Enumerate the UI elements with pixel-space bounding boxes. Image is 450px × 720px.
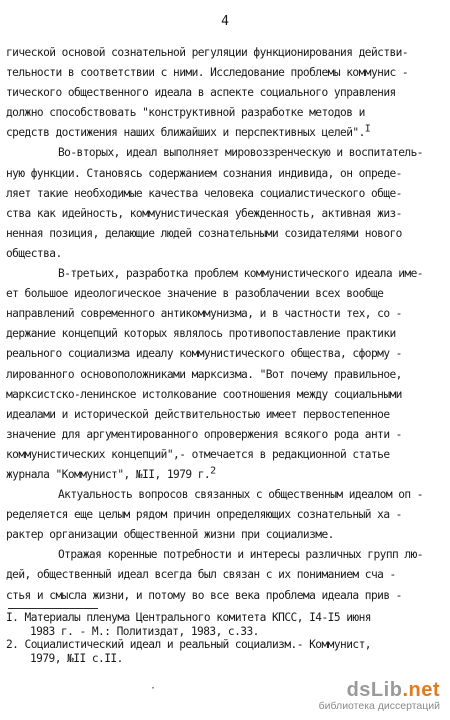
- footnote-line: 2. Социалистический идеал и реальный социализм.- Коммунист,: [6, 638, 371, 652]
- text-line: марксистско-ленинское истолкование соотношения между социальными: [6, 387, 402, 401]
- text-line-content: журнала "Коммунист", №II, 1979 г.: [6, 467, 211, 481]
- text-line: рактер организации общественной жизни при социализме.: [6, 528, 334, 542]
- footnotes: [6, 611, 446, 665]
- text-line: общества.: [6, 246, 62, 260]
- stray-mark: ·: [150, 683, 157, 694]
- text-line: ства как идейность, коммунистическая убежденность, активная жиз-: [6, 206, 402, 220]
- text-line: держание концепций которых являлось противопоставление практики: [6, 327, 396, 341]
- paragraph: [6, 43, 446, 143]
- text-line: [6, 123, 446, 143]
- text-line: ненная позиция, делающие людей сознательными созидателями нового: [6, 226, 402, 240]
- footnote-ref: 2: [210, 465, 216, 477]
- watermark-logo-main: dsLib: [346, 679, 403, 701]
- footnote-line: I. Материалы пленума Центрального комитета КПСС, I4-I5 июня: [6, 611, 371, 624]
- watermark-logo-suffix: .net: [402, 679, 440, 701]
- text-line: должно способствовать "конструктивной разработке методов и: [6, 106, 365, 120]
- text-line: тического общественного идеала в аспекте социального управления: [6, 86, 396, 100]
- body-text: [6, 43, 446, 606]
- footnote-line: 1979, №II с.II.: [30, 651, 123, 665]
- footnote-ref: I: [364, 123, 371, 135]
- text-line: гической основой сознательной регуляции функционирования действи-: [6, 46, 409, 59]
- paragraph: [6, 485, 446, 545]
- text-line: коммунистических концепций",- отмечается в редакционной статье: [6, 447, 390, 461]
- paragraph: [6, 143, 446, 264]
- text-line: Актуальность вопросов связанных с общественным идеалом оп -: [58, 488, 423, 502]
- watermark: [319, 679, 440, 712]
- text-line: стья и смысла жизни, и потому во все века проблема идеала прив -: [6, 588, 402, 602]
- page-number: 4: [221, 14, 229, 29]
- text-line: ет большое идеологическое значение в разоблачении всех вообще: [6, 287, 384, 301]
- text-line: значение для аргументированного опровержения всякого рода анти -: [6, 427, 402, 441]
- text-line: тельности в соответствии с ними. Исследование проблемы коммунис -: [6, 66, 409, 80]
- footnote-line: 1983 г. - М.: Политиздат, 1983, с.33.: [30, 624, 259, 638]
- footnote-divider: [8, 608, 98, 609]
- text-line: ную функции. Становясь содержанием сознания индивида, он опреде-: [6, 166, 402, 180]
- footnote-item: [6, 611, 446, 638]
- watermark-tagline: библиотека диссертаций: [318, 700, 440, 712]
- text-line: ляет такие необходимые качества человека социалистического обще-: [6, 186, 402, 200]
- text-line: [6, 465, 446, 485]
- text-line: реального социализма идеалу коммунистического общества, сформу -: [6, 347, 402, 361]
- paragraph: [6, 264, 446, 485]
- text-line: идеалами и исторической действительностью имеет первостепенное: [6, 407, 390, 421]
- paragraph: [6, 545, 446, 605]
- text-line: ределяется еще целым рядом причин определяющих сознательный ха -: [6, 508, 402, 522]
- text-line: направлений современного антикоммунизма, и в частности тех, со -: [6, 307, 402, 321]
- watermark-logo: [319, 679, 440, 702]
- text-line: Отражая коренные потребности и интересы различных групп лю-: [58, 548, 423, 562]
- text-line: Во-вторых, идеал выполняет мировоззренческую и воспитатель-: [58, 146, 423, 160]
- text-line: В-третьих, разработка проблем коммунистического идеала име-: [58, 267, 423, 281]
- footnote-item: [6, 638, 446, 665]
- text-line: дей, общественный идеал всегда был связан с их пониманием сча -: [6, 568, 396, 582]
- text-line: лированного основоположниками марксизма. "Вот почему правильное,: [6, 367, 402, 381]
- text-line-content: средств достижения наших ближайших и перспективных целей".: [6, 126, 365, 140]
